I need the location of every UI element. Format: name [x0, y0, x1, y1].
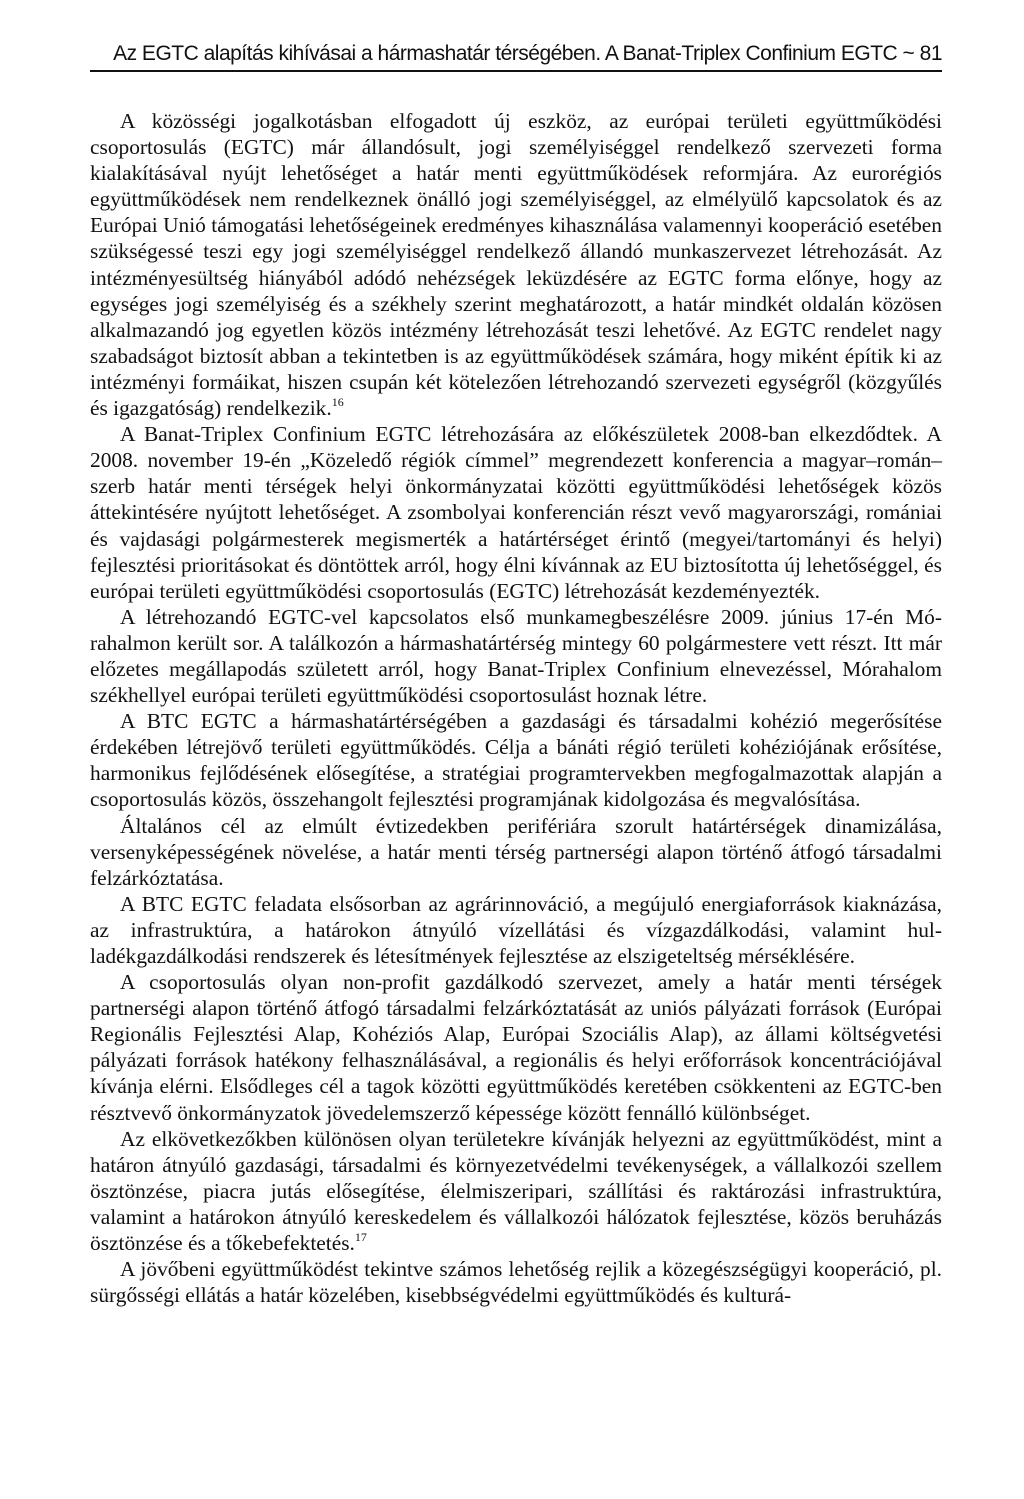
paragraph	[90, 421, 942, 604]
paragraph-text: A létrehozandó EGTC-vel kapcsolatos első munkamegbeszélésre 2009. június 17-én Mórahalmon került sor. A találkozón a hármashatártérség mintegy 60 polgármestere vett részt. Itt már előzetes megállapodás született arról, hogy Banat-Triplex Confinium elnevezéssel, Mórahalom székhellyel európai területi együttműködési csoportosulást hoznak létre.	[90, 604, 942, 708]
footnote-marker[interactable]: 16	[331, 395, 344, 410]
paragraph	[90, 108, 942, 421]
header-separator: ~	[902, 42, 915, 65]
paragraph-text: A BTC EGTC feladata elsősorban az agrárinnováció, a megújuló energiaforrások kiaknázása, az infrastruktúra, a határokon átnyúló vízellátási és vízgazdálkodási, valamint hulladékgazdálkodási rendszerek és létesítmények fejlesztése az elszigeteltség mérséklésére.	[90, 891, 942, 968]
header-rule	[90, 70, 942, 72]
paragraph	[90, 969, 942, 1126]
paragraph	[90, 604, 942, 708]
paragraph-text: A Banat-Triplex Confinium EGTC létrehozására az előkészületek 2008-ban elkezdődtek. A 2008. november 19-én „Közeledő régiók címmel” megrendezett konferencia a magyar–román–szerb határ menti térségek helyi önkormányzatai közötti együttműködési lehetőségek közös áttekintésére nyújtott lehetőséget. A zsombolyai konferencián részt vevő magyarországi, romániai és vajdasági polgármesterek megismerték a határtérséget érintő (megyei/tartományi és helyi) fejlesztési prioritásokat és döntöttek arról, hogy élni kívánnak az EU biztosította új lehetőséggel, és európai területi együttműködési csoportosulás (EGTC) létrehozását kezdeményezték.	[90, 422, 942, 603]
page-number: 81	[919, 42, 942, 65]
running-title: Az EGTC alapítás kihívásai a hármashatár térségében. A Banat-Triplex Confinium EGTC	[113, 42, 898, 65]
paragraph-text: A BTC EGTC a hármashatártérségében a gazdasági és társadalmi kohézió megerősítése érdekében létrejövő területi együttműködés. Célja a bánáti régió területi kohéziójának erősítése, harmonikus fejlődésének elősegítése, a stratégiai programtervekben megfogalmazottak alapján a csoportosulás közös, összehangolt fejlesztési programjának kidolgozása és megvalósítása.	[90, 709, 942, 812]
running-header	[90, 42, 942, 66]
paragraph-text: Általános cél az elmúlt évtizedekben perifériára szorult határtérségek dinamizálása, versenyképességének növelése, a határ menti térség partnerségi alapon történő átfogó társadalmi felzárkóztatása.	[90, 813, 942, 890]
paragraph	[90, 1256, 942, 1308]
paragraph-text: Az elkövetkezőkben különösen olyan területekre kívánják helyezni az együttműködést, mint a határon átnyúló gazdasági, társadalmi és környezetvédelmi tevékenységek, a vállalkozói szellem ösztönzése, piacra jutás elősegítése, élelmiszeripari, szállítási és raktározási infrastruktúra, valamint a határokon átnyúló kereskedelem és vállalkozói hálózatok fejlesztése, közös beruházás ösztönzése és a tőkebefektetés.	[90, 1126, 942, 1256]
paragraph-text: A közösségi jogalkotásban elfogadott új eszköz, az európai területi együttműködési csoportosulás (EGTC) már állandósult, jogi személyiséggel rendelkező szervezeti forma kialakításával nyújt lehetőséget a határ menti együttműködések reformjára. Az eurorégiós együttműködések nem rendelkeznek önálló jogi személyiséggel, az elmélyülő kapcsolatok és az Európai Unió támogatási lehetőségeinek eredményes kihasználása valamennyi kooperáció esetében szükségessé teszi egy jogi személyiséggel rendelkező állandó munkaszervezet létrehozását. Az intézményesültség hiányából adódó nehézségek leküzdésére az EGTC forma előnye, hogy az egységes jogi személyiség és a székhely szerint meghatározott, a határ mindkét oldalán közösen alkalmazandó jog egyetlen közös intézmény létrehozását teszi lehetővé. Az EGTC rendelet nagy szabadságot biztosít abban a tekintetben is az együttműködések számára, hogy miként építik ki az intézményi formáikat, hiszen csupán két kötelezően létrehozandó szervezeti egységről (közgyűlés és igazgatóság) rendelkezik.	[90, 109, 942, 421]
paragraph	[90, 1126, 942, 1256]
paragraph	[90, 891, 942, 969]
body-text	[90, 108, 942, 1308]
footnote-marker[interactable]: 17	[354, 1230, 367, 1245]
paragraph-text: A csoportosulás olyan non-profit gazdálkodó szervezet, amely a határ menti térségek partnerségi alapon történő átfogó társadalmi felzárkóztatását az uniós pályázati források (Európai Regionális Fejlesztési Alap, Kohéziós Alap, Európai Szociális Alap), az állami költségvetési pályázati források hatékony felhasználásával, a regionális és helyi erőforrások koncentrációjával kívánja elérni. Elsődleges cél a tagok közötti együttműködés keretében csökkenteni az EGTC-ben résztvevő önkormányzatok jövedelemszerző képessége között fennálló különbséget.	[90, 970, 942, 1125]
paragraph	[90, 708, 942, 812]
paragraph	[90, 813, 942, 891]
paragraph-text: A jövőbeni együttműködést tekintve számos lehetőség rejlik a közegészségügyi kooperáció, pl. sürgősségi ellátás a határ közelében, kisebbségvédelmi együttműködés és kulturá-	[90, 1257, 942, 1308]
